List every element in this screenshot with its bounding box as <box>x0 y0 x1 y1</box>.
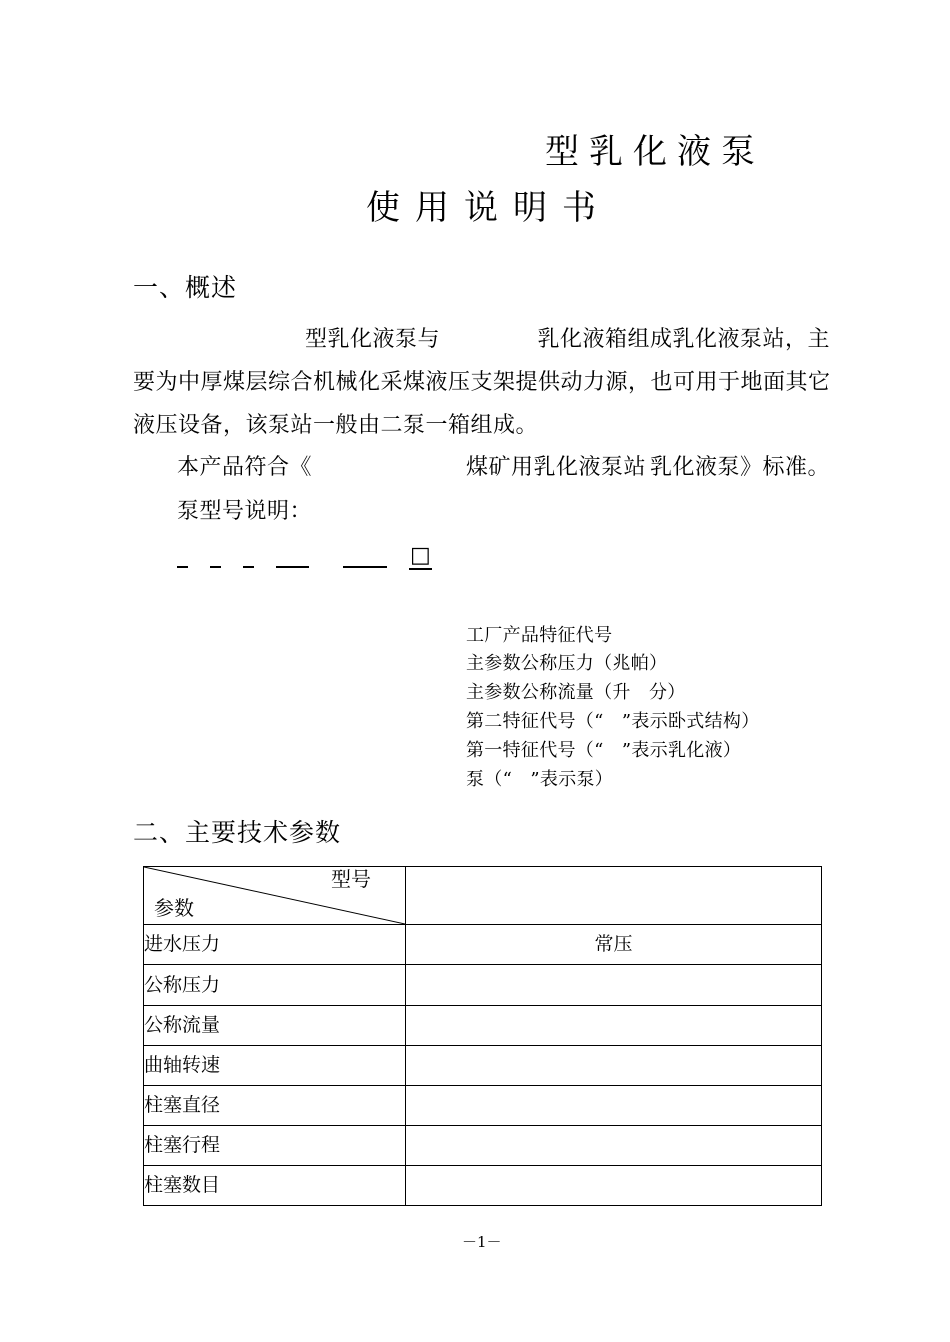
table-row <box>144 965 822 1006</box>
product-title: 型乳化液泵 <box>545 132 765 172</box>
overview-line-1-end: 乳化液箱组成乳化液泵站，主 <box>537 327 830 352</box>
param-value <box>406 1166 822 1206</box>
table-row <box>144 1086 822 1126</box>
param-value: 常压 <box>406 925 822 965</box>
section-parameters-heading: 二、主要技术参数 <box>133 818 342 847</box>
param-value <box>406 1006 822 1046</box>
legend-item-nominal-flow: 主参数公称流量（升 分） <box>466 682 686 703</box>
table-row <box>144 1006 822 1046</box>
param-value <box>406 965 822 1006</box>
legend-item-factory-code: 工厂产品特征代号 <box>466 625 613 646</box>
param-name: 柱塞行程 <box>144 1126 406 1166</box>
param-name: 曲轴转速 <box>144 1046 406 1086</box>
table-corner-cell <box>144 867 406 925</box>
param-value <box>406 1086 822 1126</box>
table-row <box>144 925 822 965</box>
param-name: 进水压力 <box>144 925 406 965</box>
legend-item-first-feature: 第一特征代号（“ ”表示乳化液） <box>466 740 742 761</box>
standard-name-part-2: 乳化液泵》标准。 <box>649 455 830 480</box>
model-code-slot-4 <box>276 566 309 568</box>
param-name: 柱塞数目 <box>144 1166 406 1206</box>
table-row <box>144 1166 822 1206</box>
corner-parameter-label: 参数 <box>154 896 194 920</box>
standard-prefix: 本产品符合《 <box>177 455 313 480</box>
model-code-box-underline <box>409 568 432 570</box>
model-explanation-label: 泵型号说明： <box>177 499 313 524</box>
param-value <box>406 1126 822 1166</box>
overview-line-3: 液压设备，该泵站一般由二泵一箱组成。 <box>133 413 539 438</box>
param-name: 公称压力 <box>144 965 406 1006</box>
overview-line-1-start: 型乳化液泵与 <box>305 327 441 352</box>
parameters-table <box>143 866 821 1206</box>
overview-line-2: 要为中厚煤层综合机械化采煤液压支架提供动力源，也可用于地面其它 <box>133 370 831 395</box>
param-value <box>406 1046 822 1086</box>
table-row <box>144 1046 822 1086</box>
param-name: 柱塞直径 <box>144 1086 406 1126</box>
legend-item-pump: 泵（“ ”表示泵） <box>466 769 614 790</box>
table-model-cell <box>406 867 822 925</box>
model-code-slot-2 <box>210 566 221 568</box>
legend-item-second-feature: 第二特征代号（“ ”表示卧式结构） <box>466 711 760 732</box>
param-name: 公称流量 <box>144 1006 406 1046</box>
section-overview-heading: 一、概述 <box>133 273 238 302</box>
parameters-table-grid <box>143 866 822 1206</box>
model-code-slot-1 <box>177 566 188 568</box>
page-number: －1－ <box>462 1233 502 1251</box>
standard-name-part-1: 煤矿用乳化液泵站 <box>466 455 647 480</box>
model-code-slot-3 <box>243 566 254 568</box>
manual-title: 使用说明书 <box>366 188 611 228</box>
table-row <box>144 1126 822 1166</box>
model-code-box: □ <box>410 543 431 568</box>
corner-model-label: 型号 <box>331 867 371 891</box>
legend-item-nominal-pressure: 主参数公称压力（兆帕） <box>466 653 668 674</box>
table-header-row <box>144 867 822 925</box>
model-code-slot-5 <box>343 566 387 568</box>
